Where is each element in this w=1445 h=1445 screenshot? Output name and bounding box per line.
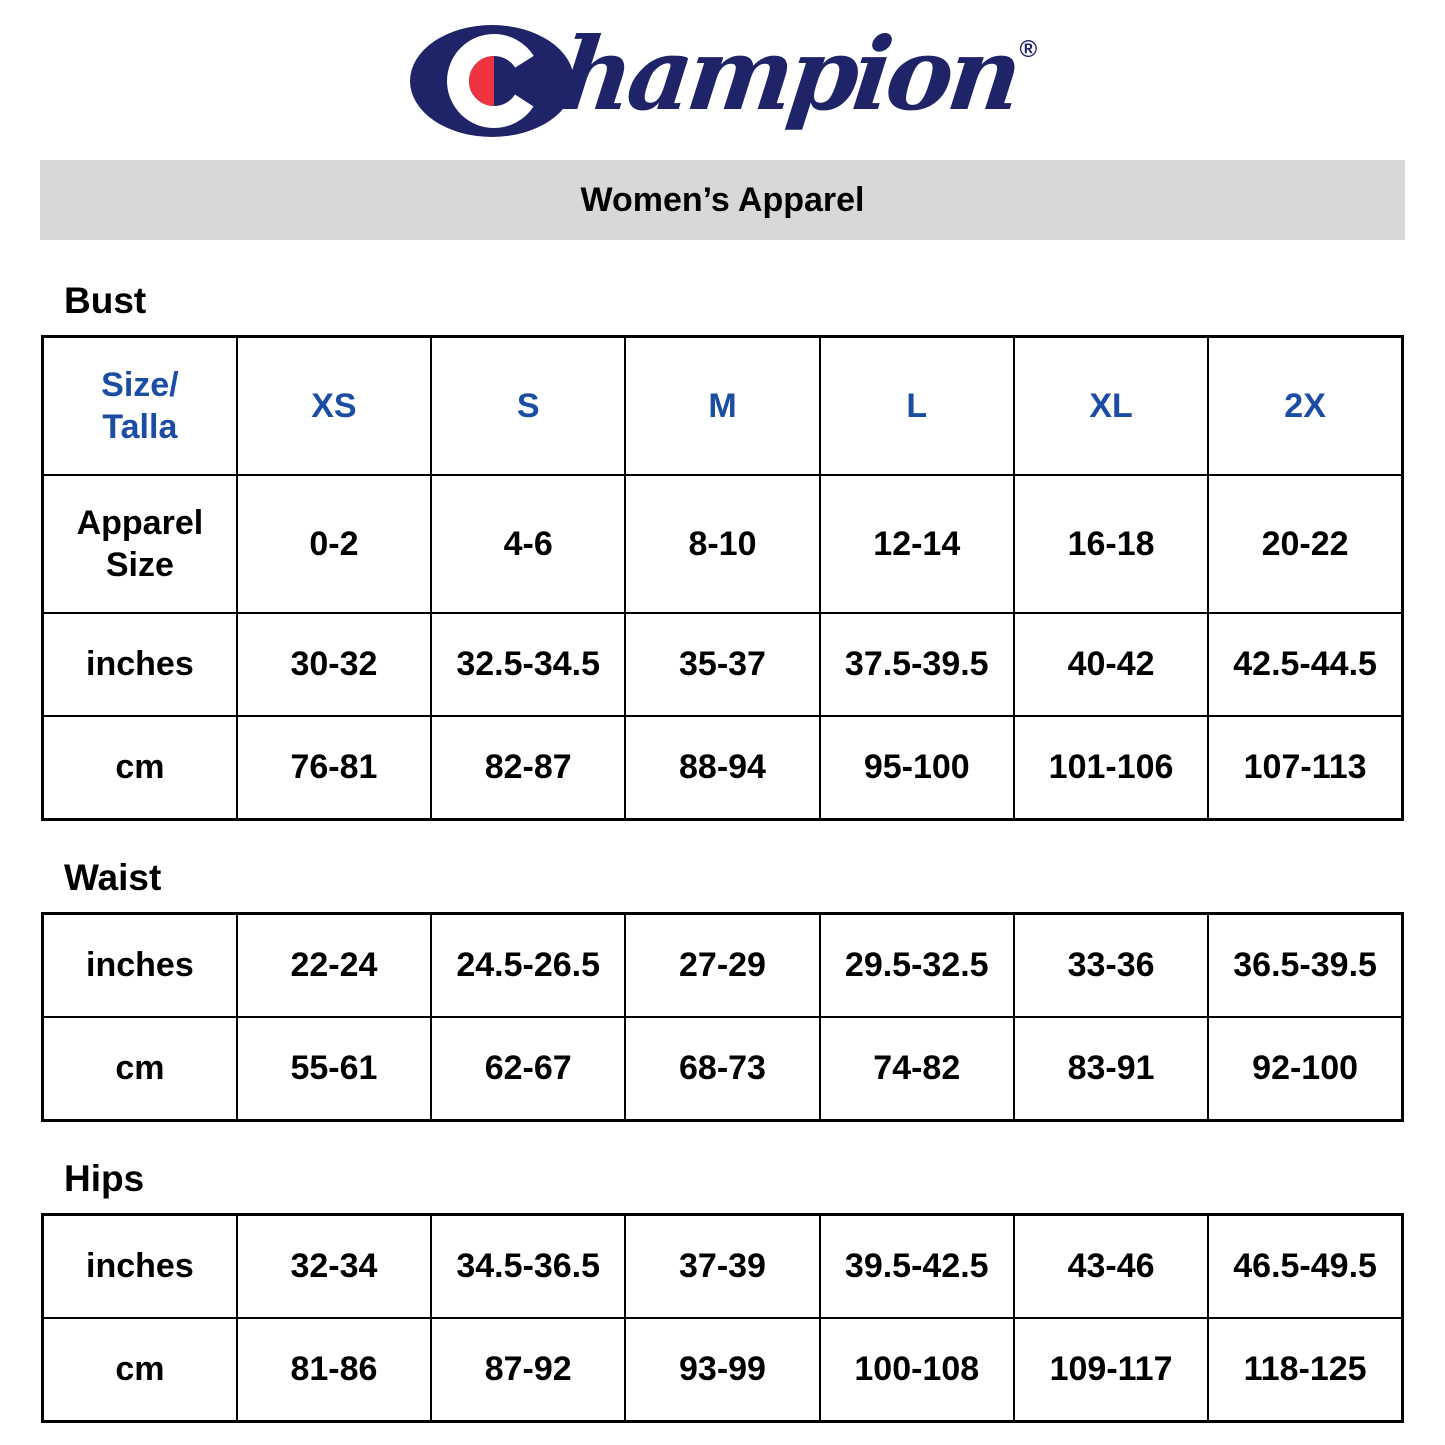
hips-cm-l: 100-108 xyxy=(820,1318,1014,1422)
inches-label-cell: inches xyxy=(43,914,237,1018)
talla-label: Talla xyxy=(102,408,178,446)
bust-inches-xs: 30-32 xyxy=(237,613,431,716)
hips-table xyxy=(41,1213,1404,1423)
apparel-size-xl: 16-18 xyxy=(1014,475,1208,613)
hips-inches-2x: 46.5-49.5 xyxy=(1208,1215,1402,1319)
size-header-l: L xyxy=(820,337,1014,476)
bust-cm-xs: 76-81 xyxy=(237,716,431,820)
waist-inches-m: 27-29 xyxy=(625,914,819,1018)
banner-title: Women’s Apparel xyxy=(580,180,865,219)
inches-label-cell: inches xyxy=(43,613,237,716)
apparel-size-l: 12-14 xyxy=(820,475,1014,613)
bust-apparel-size-row xyxy=(43,475,1403,613)
waist-cm-s: 62-67 xyxy=(431,1017,625,1121)
size-header-s: S xyxy=(431,337,625,476)
hips-inches-l: 39.5-42.5 xyxy=(820,1215,1014,1319)
hips-inches-xs: 32-34 xyxy=(237,1215,431,1319)
inches-label-cell: inches xyxy=(43,1215,237,1319)
size-label: Size xyxy=(105,546,174,584)
hips-inches-s: 34.5-36.5 xyxy=(431,1215,625,1319)
apparel-size-m: 8-10 xyxy=(625,475,819,613)
size-header-xs: XS xyxy=(237,337,431,476)
bust-inches-l: 37.5-39.5 xyxy=(820,613,1014,716)
hips-cm-s: 87-92 xyxy=(431,1318,625,1422)
bust-cm-2x: 107-113 xyxy=(1208,716,1402,820)
hips-inches-row xyxy=(43,1215,1403,1319)
waist-table xyxy=(41,912,1404,1122)
waist-cm-xl: 83-91 xyxy=(1014,1017,1208,1121)
bust-cm-l: 95-100 xyxy=(820,716,1014,820)
apparel-size-2x: 20-22 xyxy=(1208,475,1402,613)
waist-cm-xs: 55-61 xyxy=(237,1017,431,1121)
size-talla-corner-cell xyxy=(43,337,237,476)
waist-inches-2x: 36.5-39.5 xyxy=(1208,914,1402,1018)
bust-cm-m: 88-94 xyxy=(625,716,819,820)
apparel-size-xs: 0-2 xyxy=(237,475,431,613)
hips-cm-m: 93-99 xyxy=(625,1318,819,1422)
bust-inches-m: 35-37 xyxy=(625,613,819,716)
waist-inches-xs: 22-24 xyxy=(237,914,431,1018)
apparel-size-s: 4-6 xyxy=(431,475,625,613)
bust-cm-s: 82-87 xyxy=(431,716,625,820)
waist-cm-l: 74-82 xyxy=(820,1017,1014,1121)
size-label: Size/ xyxy=(101,365,179,404)
bust-size-header-row xyxy=(43,337,1403,476)
size-header-2x: 2X xyxy=(1208,337,1402,476)
bust-cm-row xyxy=(43,716,1403,820)
waist-inches-s: 24.5-26.5 xyxy=(431,914,625,1018)
hips-cm-xl: 109-117 xyxy=(1014,1318,1208,1422)
cm-label-cell: cm xyxy=(43,1017,237,1121)
champion-wordmark: hampion xyxy=(553,15,1024,133)
hips-inches-xl: 43-46 xyxy=(1014,1215,1208,1319)
bust-inches-s: 32.5-34.5 xyxy=(431,613,625,716)
size-header-m: M xyxy=(625,337,819,476)
bust-inches-2x: 42.5-44.5 xyxy=(1208,613,1402,716)
cm-label-cell: cm xyxy=(43,716,237,820)
registered-trademark-symbol: ® xyxy=(1019,36,1038,63)
apparel-label: Apparel xyxy=(76,503,204,542)
champion-c-logo-icon xyxy=(408,20,576,142)
bust-heading: Bust xyxy=(64,280,147,321)
hips-cm-xs: 81-86 xyxy=(237,1318,431,1422)
waist-cm-m: 68-73 xyxy=(625,1017,819,1121)
bust-inches-xl: 40-42 xyxy=(1014,613,1208,716)
waist-cm-2x: 92-100 xyxy=(1208,1017,1402,1121)
waist-inches-row xyxy=(43,914,1403,1018)
hips-cm-2x: 118-125 xyxy=(1208,1318,1402,1422)
bust-inches-row xyxy=(43,613,1403,716)
hips-heading: Hips xyxy=(64,1158,145,1199)
apparel-size-label-cell xyxy=(43,475,237,613)
size-header-xl: XL xyxy=(1014,337,1208,476)
waist-cm-row xyxy=(43,1017,1403,1121)
banner-womens-apparel xyxy=(40,160,1405,240)
bust-table xyxy=(41,335,1404,821)
waist-inches-xl: 33-36 xyxy=(1014,914,1208,1018)
champion-logo xyxy=(0,16,1445,146)
bust-cm-xl: 101-106 xyxy=(1014,716,1208,820)
waist-heading: Waist xyxy=(64,857,162,898)
hips-cm-row xyxy=(43,1318,1403,1422)
cm-label-cell: cm xyxy=(43,1318,237,1422)
hips-inches-m: 37-39 xyxy=(625,1215,819,1319)
waist-inches-l: 29.5-32.5 xyxy=(820,914,1014,1018)
